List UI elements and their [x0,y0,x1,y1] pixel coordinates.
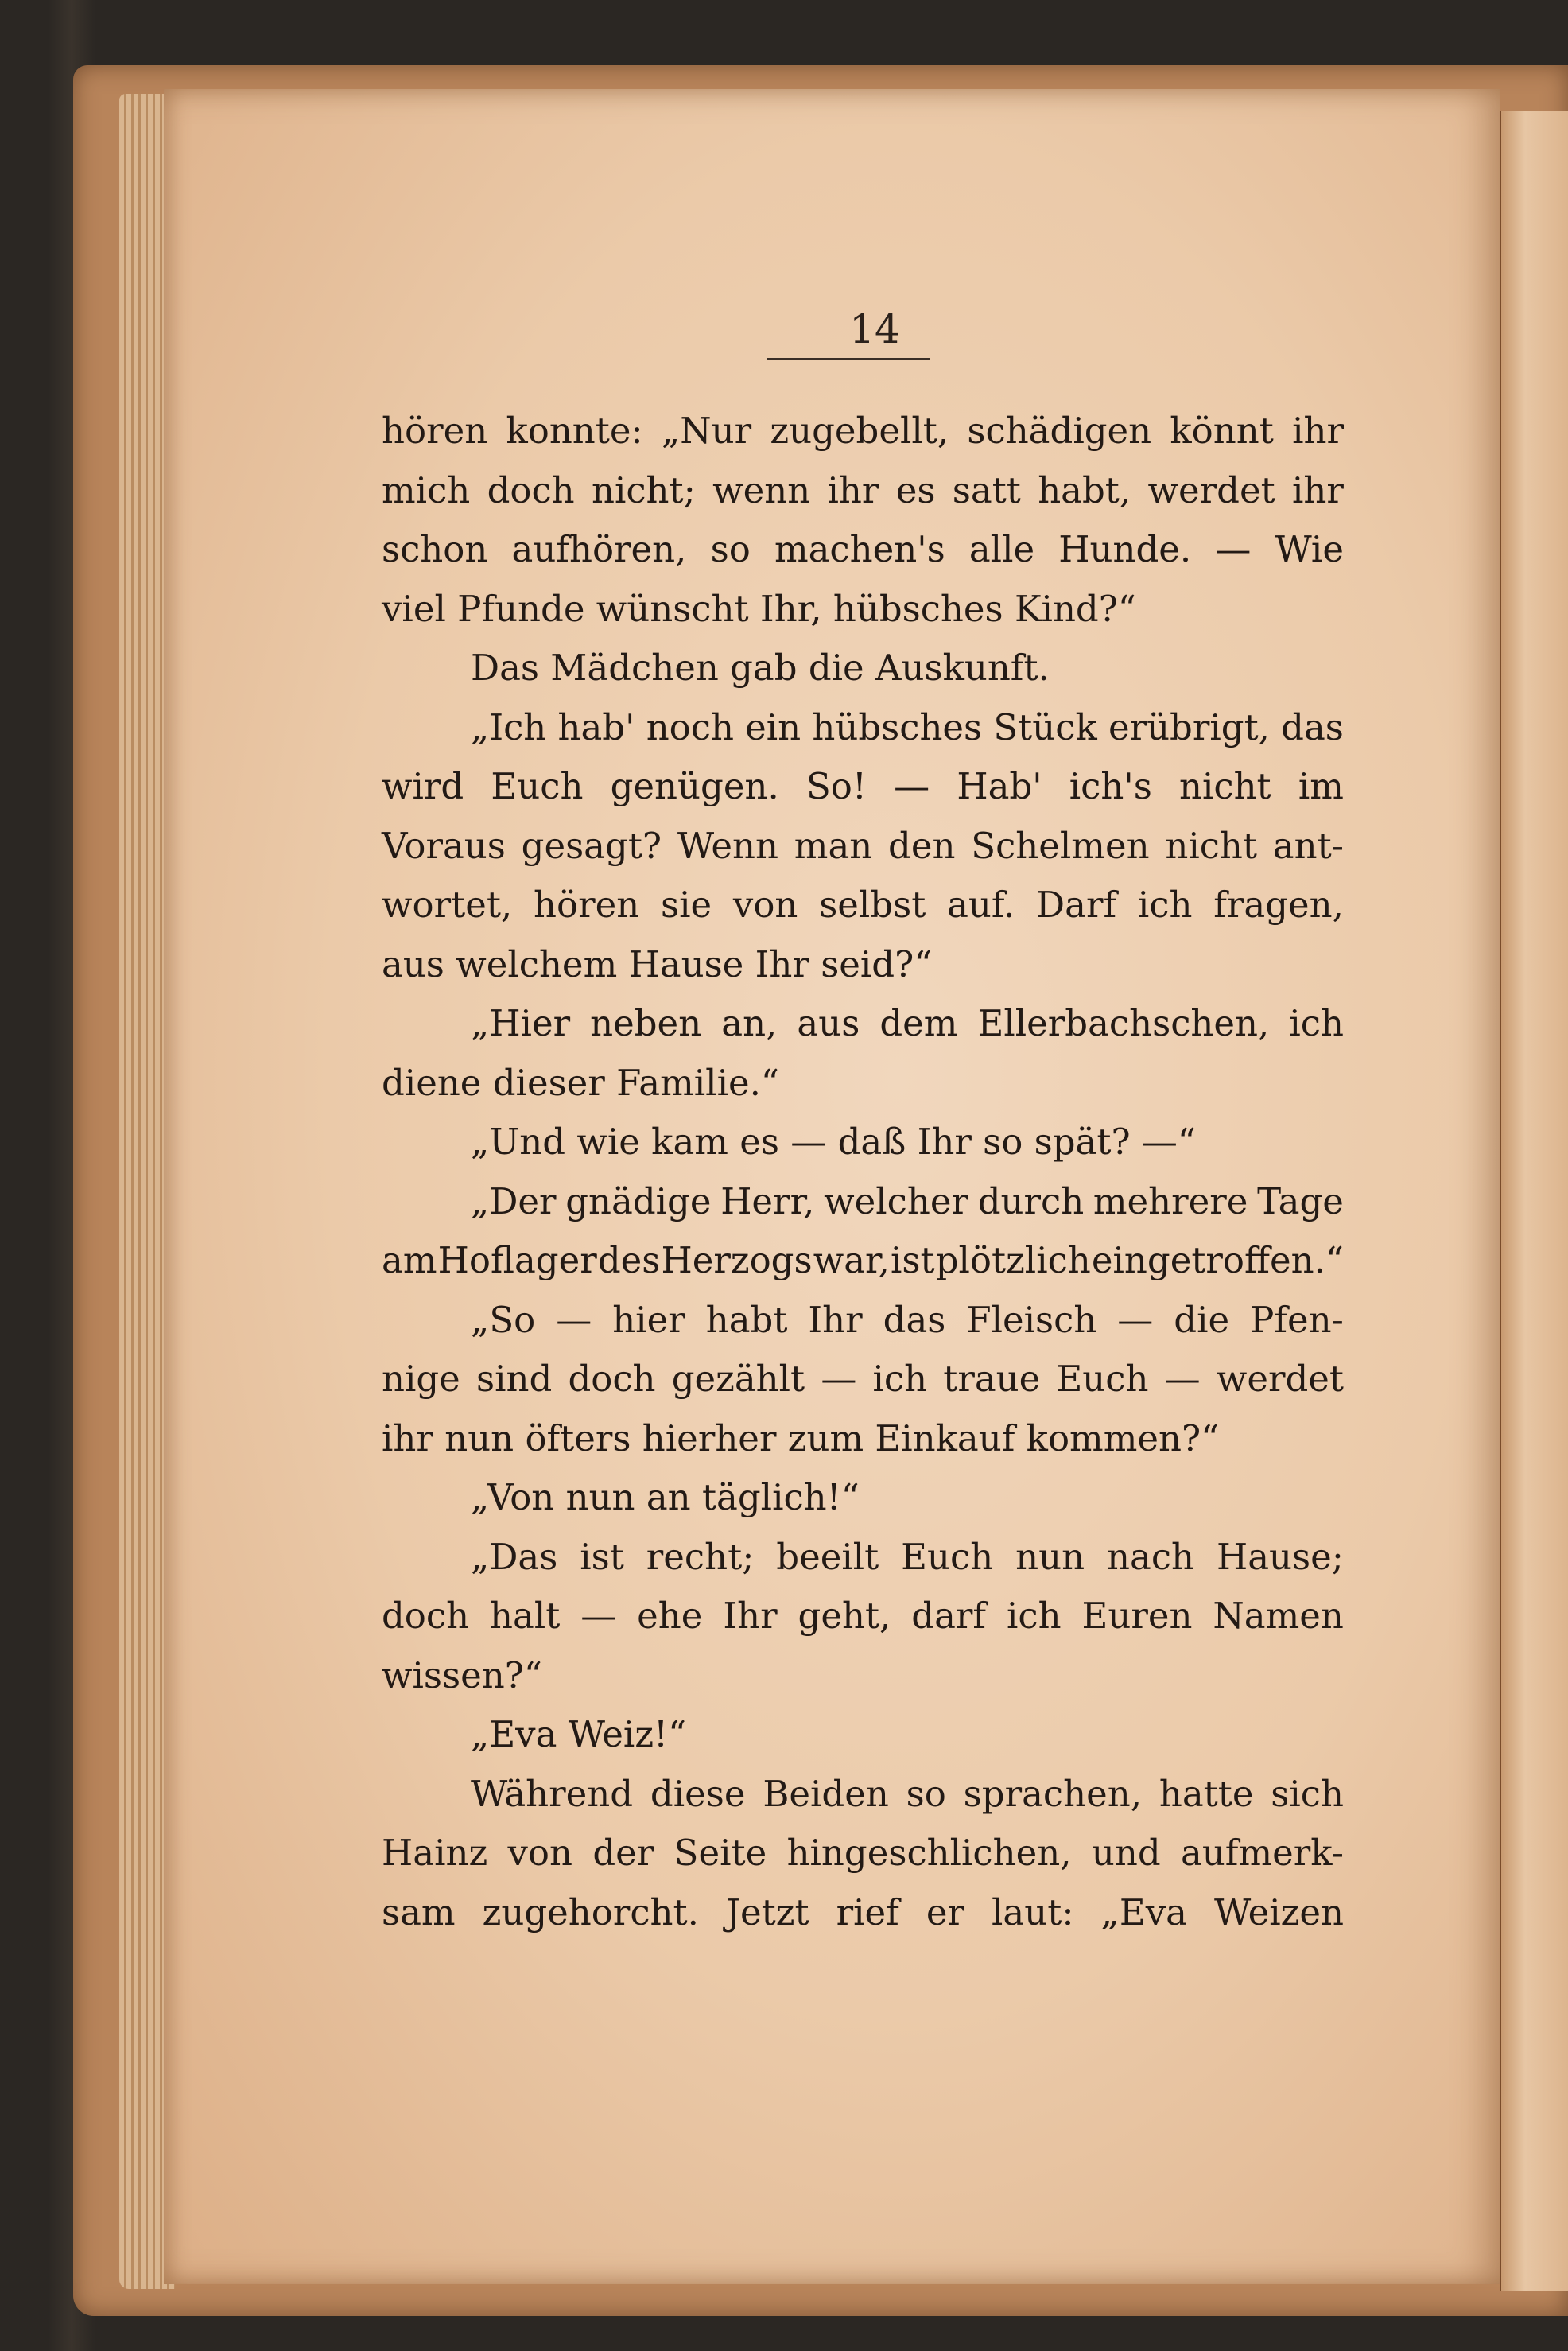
text-line [382,994,1344,1054]
word: hatte [1159,1772,1254,1815]
body-text [382,402,1344,1942]
word: ihr [827,468,879,511]
word: gezählt [671,1358,805,1400]
text-line [382,461,1344,521]
word: habt [705,1298,788,1341]
word: schädigen [967,410,1152,452]
word: „Hier [471,1002,571,1044]
page-number: 14 [849,306,900,352]
facing-page-edge [1500,111,1568,2291]
word: So! [805,765,867,807]
text-line [382,1291,1344,1350]
word: Jetzt [725,1891,809,1933]
word: von [732,884,798,926]
word: Seite [673,1832,767,1874]
text-line [382,1824,1344,1883]
word: beeilt [776,1535,879,1578]
word: des [597,1239,661,1281]
word: Herzogs [661,1239,813,1281]
text-line [382,698,1344,758]
word: aufhören, [511,528,687,570]
word: satt [952,468,1021,511]
word: Darf [1036,884,1117,926]
word: „So [471,1298,536,1341]
word: sind [475,1358,553,1400]
word: Weizen [1214,1891,1344,1933]
word: Beiden [763,1772,889,1815]
word: dem [879,1002,958,1044]
word: habt, [1038,468,1131,511]
text-line [382,1350,1344,1409]
word: aufmerk- [1181,1832,1344,1874]
word: schon [382,528,488,570]
word: ist [891,1239,935,1281]
word: an, [721,1002,778,1044]
text-line: „Eva Weiz!“ [471,1713,687,1755]
word: ihr [1292,468,1344,511]
text-line [382,1231,1344,1291]
word: ant- [1272,824,1344,867]
word: ich's [1069,765,1152,807]
word: Tage [1257,1179,1344,1222]
word: laut: [992,1891,1074,1933]
word: nun [1015,1535,1085,1578]
word: ehe [637,1595,703,1637]
word: — [1117,1298,1154,1341]
word: — [894,765,930,807]
word: machen's [774,528,945,570]
text-line [382,1172,1344,1232]
word: gesagt? [521,824,662,867]
word: Namen [1213,1595,1344,1637]
text-line: ihr nun öfters hierher zum Einkauf kommen?“ [382,1416,1220,1459]
word: „Eva [1100,1891,1187,1933]
word: hingeschlichen, [786,1832,1072,1874]
word: — [580,1595,617,1637]
text-line: viel Pfunde wünscht Ihr, hübsches Kind?“ [382,587,1136,630]
word: sam [382,1891,456,1933]
text-line [382,402,1344,461]
word: Hoflager [437,1239,597,1281]
word: halt [490,1595,561,1637]
word: Ellerbachschen, [977,1002,1270,1044]
word: — [556,1298,592,1341]
word: ich [1289,1002,1344,1044]
word: „Nur [661,410,752,452]
word: „Das [471,1535,558,1578]
text-line: „Von nun an täglich!“ [471,1476,860,1518]
word: recht; [646,1535,755,1578]
word: eingetroffen.“ [1091,1239,1344,1281]
word: — [1215,528,1252,570]
word: neben [590,1002,702,1044]
word: aus [797,1002,860,1044]
word: im [1298,765,1344,807]
word: es [895,468,936,511]
word: Ihr [808,1298,863,1341]
word: ich [1007,1595,1062,1637]
word: man [794,824,873,867]
word: werdet [1147,468,1275,511]
word: der [592,1832,654,1874]
word: Pfen- [1250,1298,1344,1341]
word: rief [836,1891,899,1933]
word: hab' [557,705,635,748]
word: Euch [1056,1358,1149,1400]
word: nicht [1179,765,1271,807]
word: ein [745,705,801,748]
word: Wenn [677,824,778,867]
word: hier [612,1298,685,1341]
word: Hunde. [1058,528,1192,570]
word: nach [1107,1535,1195,1578]
word: gnädige [565,1179,712,1222]
word: erübrigt, [1108,705,1270,748]
word: so [710,528,751,570]
word: Ihr [723,1595,778,1637]
word: Euren [1081,1595,1193,1637]
header-rule [767,358,930,360]
word: war, [813,1239,890,1281]
word: — [1164,1358,1201,1400]
text-line: „Und wie kam es — daß Ihr so spät? —“ [471,1121,1196,1163]
word: wortet, [382,884,513,926]
text-line [382,876,1344,935]
word: ich [872,1358,928,1400]
word: geht, [798,1595,891,1637]
word: zugehorcht. [482,1891,699,1933]
word: Hab' [957,765,1042,807]
word: zugebellt, [770,410,949,452]
word: hübsches [812,705,983,748]
word: das [883,1298,946,1341]
word: Voraus [382,824,506,867]
word: wenn [712,468,811,511]
word: Während [471,1772,634,1815]
word: wird [382,765,464,807]
word: am [382,1239,437,1281]
word: selbst [819,884,926,926]
word: nicht; [591,468,696,511]
word: durch [977,1179,1085,1222]
word: nige [382,1358,460,1400]
word: könnt [1170,410,1274,452]
text-line: Das Mädchen gab die Auskunft. [471,647,1050,689]
text-line [382,1883,1344,1943]
word: von [507,1832,572,1874]
word: mehrere [1093,1179,1248,1222]
text-line: diene dieser Familie.“ [382,1061,779,1104]
word: ich [1137,884,1193,926]
word: Hainz [382,1832,488,1874]
text-line: aus welchem Hause Ihr seid?“ [382,942,933,985]
word: ihr [1292,410,1344,452]
word: und [1091,1832,1161,1874]
word: diese [650,1772,746,1815]
text-line [382,520,1344,580]
word: alle [968,528,1035,570]
word: sie [661,884,712,926]
word: hören [382,410,488,452]
word: so [906,1772,946,1815]
word: Euch [491,765,584,807]
word: „Ich [471,705,547,748]
text-line [382,817,1344,876]
word: hören [534,884,640,926]
word: Fleisch [966,1298,1097,1341]
word: noch [646,705,734,748]
word: ist [580,1535,624,1578]
text-line: wissen?“ [382,1653,542,1696]
word: darf [911,1595,987,1637]
word: Euch [901,1535,994,1578]
word: werdet [1216,1358,1344,1400]
word: nicht [1165,824,1258,867]
word: die [1174,1298,1230,1341]
word: den [888,824,956,867]
word: auf. [947,884,1015,926]
word: plötzlich [935,1239,1091,1281]
word: er [926,1891,964,1933]
word: welcher [824,1179,969,1222]
word: sprachen, [963,1772,1143,1815]
word: Hause; [1216,1535,1344,1578]
word: doch [487,468,575,511]
text-line [382,1587,1344,1646]
word: Herr, [720,1179,815,1222]
word: doch [568,1358,656,1400]
word: konnte: [506,410,643,452]
word: fragen, [1213,884,1344,926]
word: mich [382,468,471,511]
word: sich [1271,1772,1344,1815]
word: genügen. [610,765,779,807]
word: Wie [1275,528,1344,570]
word: Stück [993,705,1097,748]
word: Schelmen [971,824,1150,867]
word: „Der [471,1179,557,1222]
text-line [382,1528,1344,1587]
text-line [382,1765,1344,1824]
word: das [1281,705,1344,748]
word: doch [382,1595,470,1637]
text-line [382,757,1344,817]
word: — [821,1358,857,1400]
word: traue [943,1358,1041,1400]
